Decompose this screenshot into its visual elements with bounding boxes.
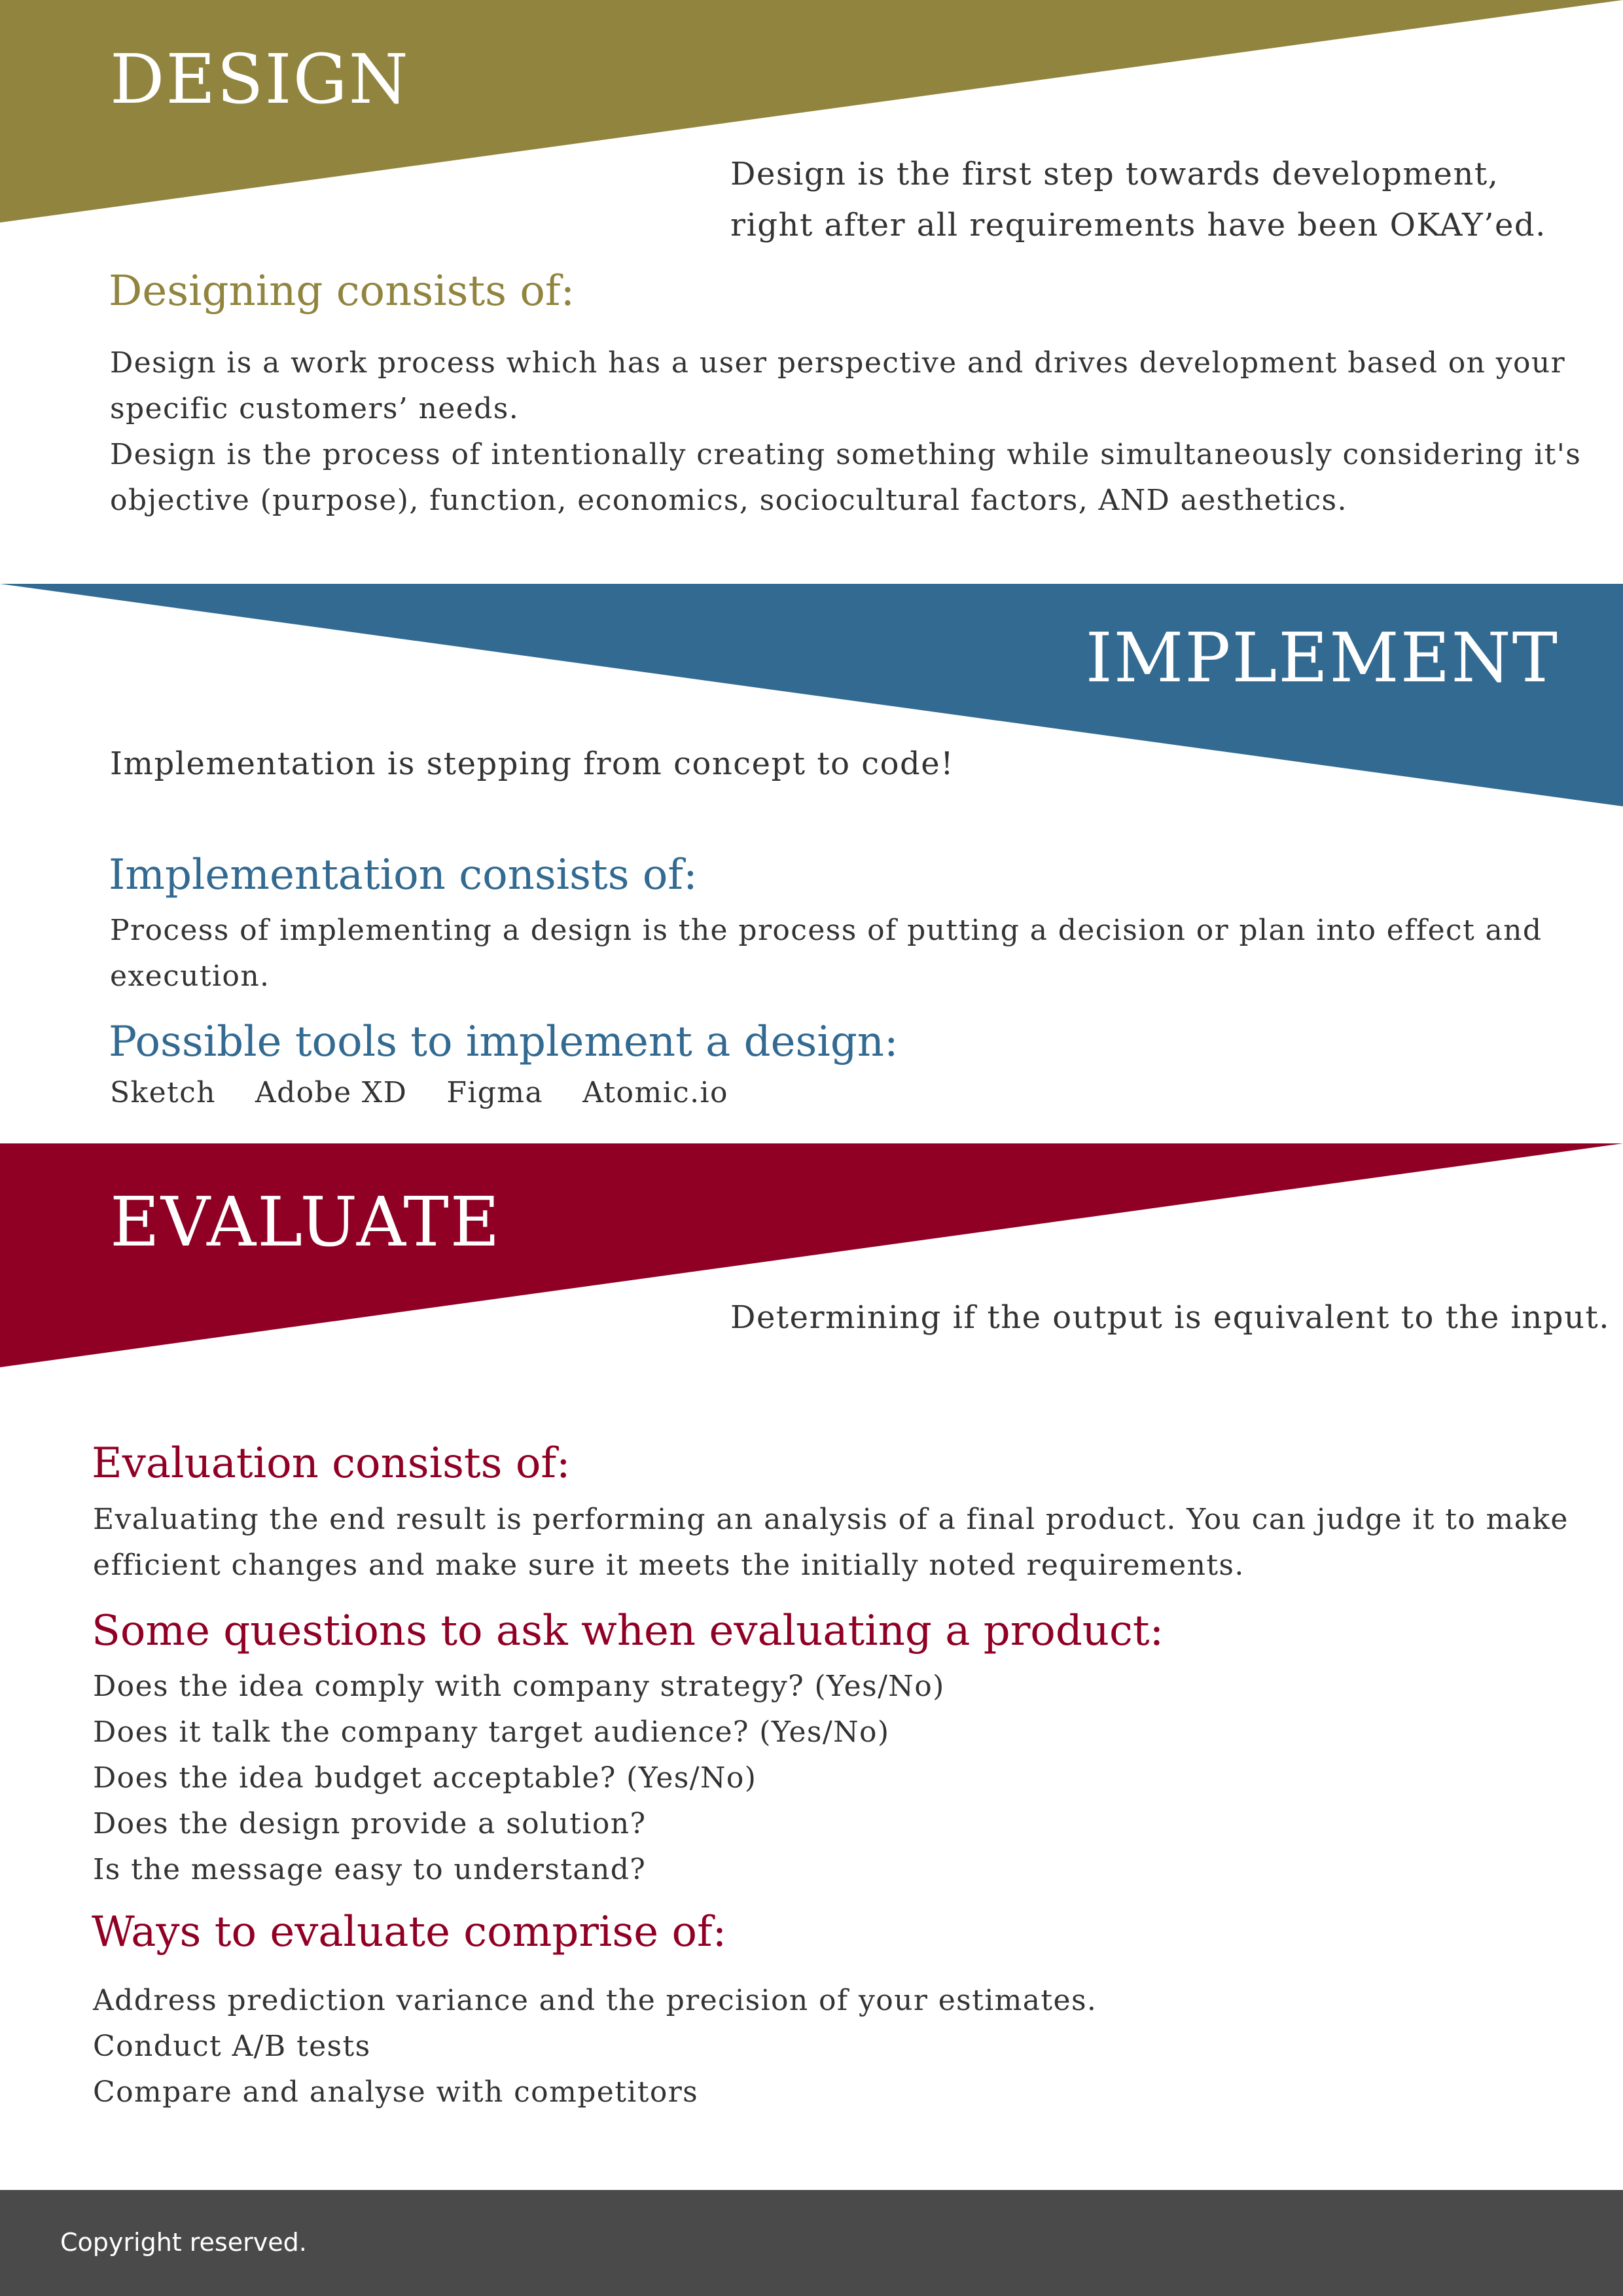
design-subheading: Designing consists of: [109,267,575,315]
design-body [110,340,1589,524]
tool-item: Atomic.io [582,1076,728,1109]
design-paragraph: Design is a work process which has a user perspective and drives development based on your specific customers’ needs. [110,346,1566,425]
design-paragraph: Design is the process of intentionally creating something while simultaneously considering it's objective (purpose), function, economics, sociocultural factors, AND aesthetics. [110,438,1582,517]
ways-heading: Ways to evaluate comprise of: [92,1908,727,1956]
way-item: Conduct A/B tests [93,2030,371,2063]
question-item: Does the design provide a solution? [93,1807,647,1840]
implement-title: IMPLEMENT [1085,618,1559,698]
question-item: Does the idea comply with company strategy? (Yes/No) [93,1670,945,1703]
way-item: Address prediction variance and the precision of your estimates. [93,1984,1097,2017]
footer [0,2190,1623,2296]
evaluate-subheading: Evaluation consists of: [92,1439,571,1488]
tools-list [110,1076,728,1109]
tool-item: Figma [446,1076,544,1109]
evaluate-intro: Determining if the output is equivalent to the input. [730,1299,1610,1336]
question-item: Does the idea budget acceptable? (Yes/No) [93,1761,757,1795]
implement-subheading: Implementation consists of: [109,851,698,899]
ways-list [93,1978,1585,2115]
tools-heading: Possible tools to implement a design: [109,1018,899,1066]
question-item: Is the message easy to understand? [93,1853,647,1886]
implement-intro: Implementation is stepping from concept to code! [110,745,954,782]
evaluate-title: EVALUATE [110,1182,501,1262]
tool-item: Sketch [110,1076,216,1109]
tool-item: Adobe XD [255,1076,408,1109]
implement-paragraph: Process of implementing a design is the process of putting a decision or plan into effect and execution. [110,914,1543,993]
copyright-text: Copyright reserved. [60,2228,307,2257]
question-item: Does it talk the company target audience? (Yes/No) [93,1715,890,1749]
evaluate-paragraph: Evaluating the end result is performing an analysis of a final product. You can judge it to make efficient changes and make sure it meets the initially noted requirements. [93,1503,1569,1582]
design-intro: Design is the first step towards development, right after all requirements have been OKAY’ed. [730,156,1546,243]
questions-list [93,1664,1585,1893]
questions-heading: Some questions to ask when evaluating a product: [92,1607,1164,1655]
design-title: DESIGN [110,39,410,119]
way-item: Compare and analyse with competitors [93,2075,699,2109]
